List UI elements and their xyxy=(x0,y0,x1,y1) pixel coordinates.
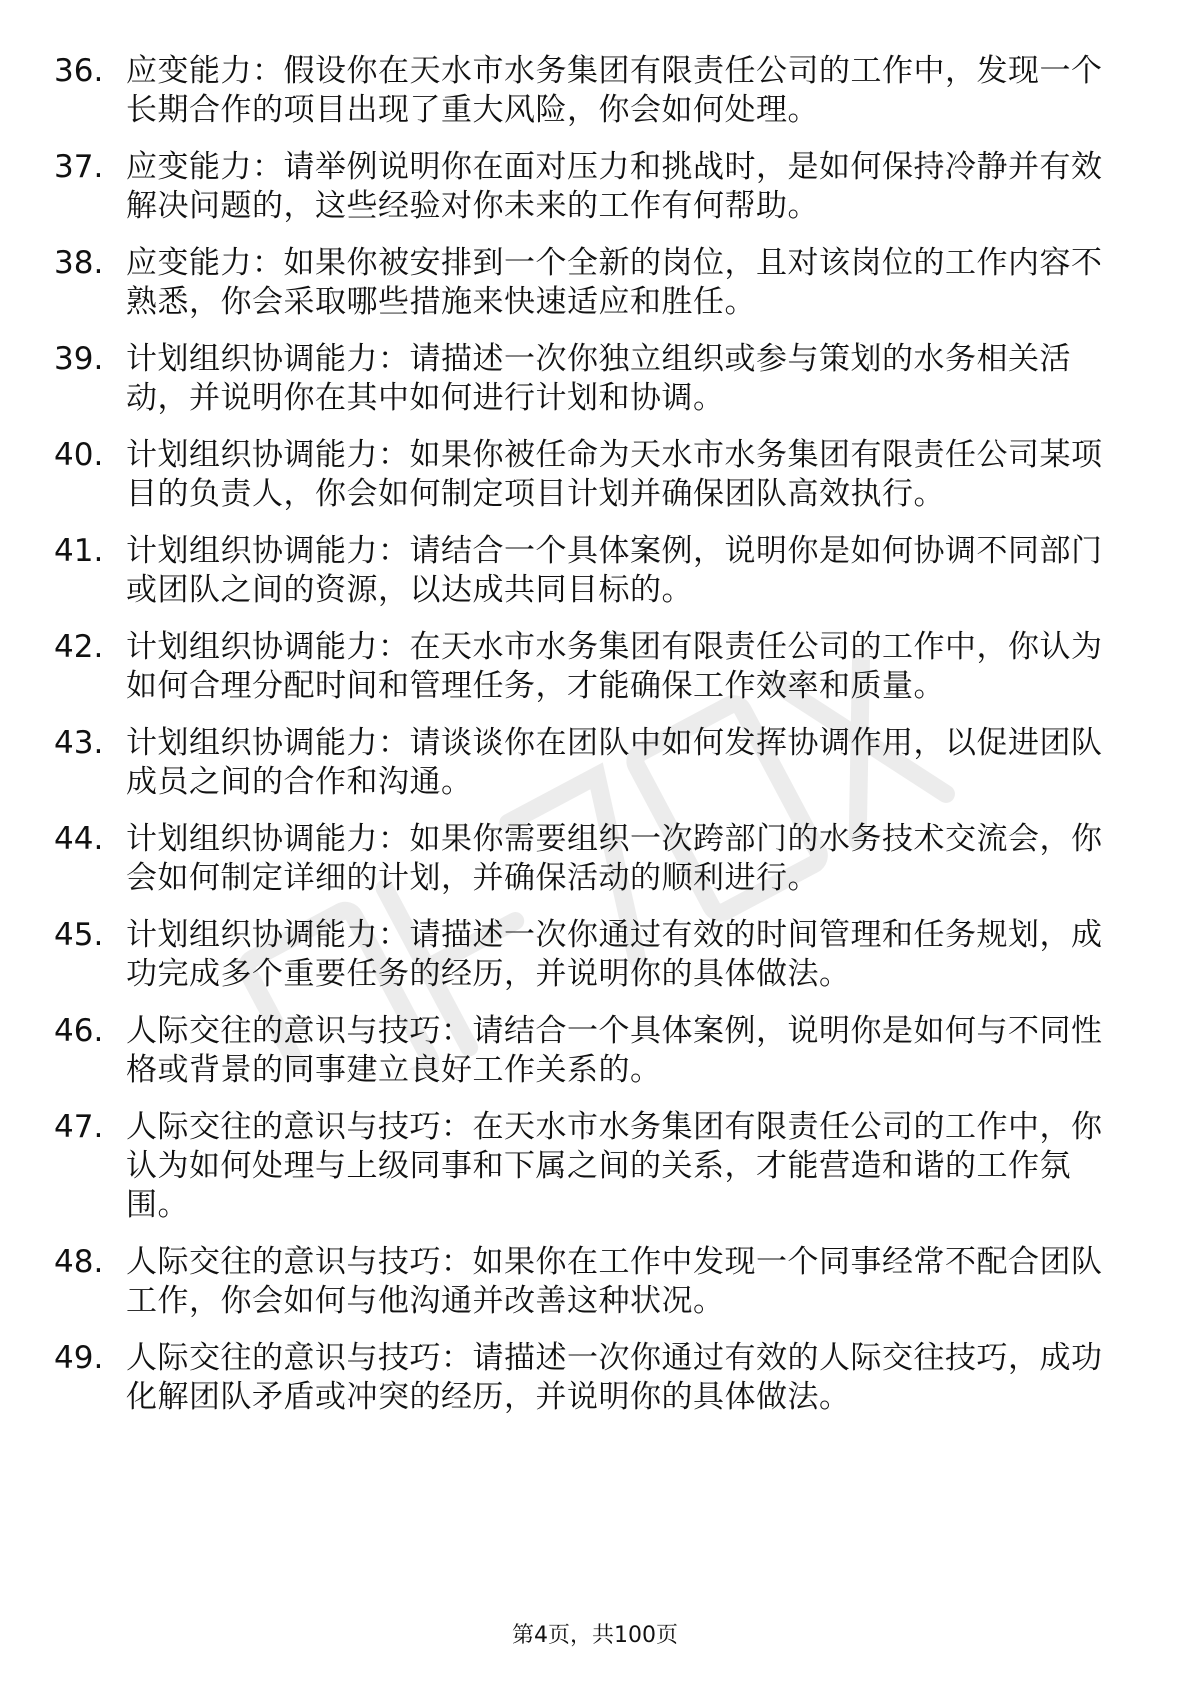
question-text: 计划组织协调能力：请描述一次你独立组织或参与策划的水务相关活动，并说明你在其中如何进行计划和协调。 xyxy=(126,341,1071,416)
question-list xyxy=(0,52,1190,1435)
question-number-label: 37. xyxy=(54,149,104,185)
question-number xyxy=(0,52,126,91)
question-number xyxy=(0,628,126,667)
question-item xyxy=(0,340,1190,418)
question-number-label: 39. xyxy=(54,341,104,377)
question-text: 计划组织协调能力：如果你被任命为天水市水务集团有限责任公司某项目的负责人，你会如何制定项目计划并确保团队高效执行。 xyxy=(126,437,1103,512)
question-number-label: 41. xyxy=(54,533,104,569)
question-number-label: 43. xyxy=(54,725,104,761)
question-text: 计划组织协调能力：请结合一个具体案例，说明你是如何协调不同部门或团队之间的资源，以达成共同目标的。 xyxy=(126,533,1103,608)
question-text: 应变能力：请举例说明你在面对压力和挑战时，是如何保持冷静并有效解决问题的，这些经验对你未来的工作有何帮助。 xyxy=(126,149,1103,224)
question-number-label: 44. xyxy=(54,821,104,857)
question-number-label: 36. xyxy=(54,53,104,89)
question-number xyxy=(0,1339,126,1378)
page-number: 第4页，共100页 xyxy=(512,1623,678,1648)
question-text: 人际交往的意识与技巧：请结合一个具体案例，说明你是如何与不同性格或背景的同事建立良好工作关系的。 xyxy=(126,1013,1103,1088)
question-item xyxy=(0,1243,1190,1321)
question-item xyxy=(0,1339,1190,1417)
question-number xyxy=(0,244,126,283)
question-text: 计划组织协调能力：请谈谈你在团队中如何发挥协调作用，以促进团队成员之间的合作和沟通。 xyxy=(126,725,1103,800)
question-number-label: 40. xyxy=(54,437,104,473)
question-number xyxy=(0,916,126,955)
question-text: 计划组织协调能力：如果你需要组织一次跨部门的水务技术交流会，你会如何制定详细的计划，并确保活动的顺利进行。 xyxy=(126,821,1103,896)
question-number-label: 47. xyxy=(54,1109,104,1145)
question-number-label: 49. xyxy=(54,1340,104,1376)
question-item xyxy=(0,724,1190,802)
question-number xyxy=(0,340,126,379)
question-item xyxy=(0,52,1190,130)
question-number-label: 38. xyxy=(54,245,104,281)
question-text: 应变能力：假设你在天水市水务集团有限责任公司的工作中，发现一个长期合作的项目出现了重大风险，你会如何处理。 xyxy=(126,53,1103,128)
question-number-label: 48. xyxy=(54,1244,104,1280)
question-number xyxy=(0,1243,126,1282)
question-text: 计划组织协调能力：在天水市水务集团有限责任公司的工作中，你认为如何合理分配时间和管理任务，才能确保工作效率和质量。 xyxy=(126,629,1103,704)
question-item xyxy=(0,628,1190,706)
question-number xyxy=(0,436,126,475)
question-item xyxy=(0,916,1190,994)
question-item xyxy=(0,1012,1190,1090)
question-number-label: 45. xyxy=(54,917,104,953)
question-item xyxy=(0,436,1190,514)
question-number xyxy=(0,1108,126,1147)
question-item xyxy=(0,820,1190,898)
question-text: 人际交往的意识与技巧：如果你在工作中发现一个同事经常不配合团队工作，你会如何与他沟通并改善这种状况。 xyxy=(126,1244,1103,1319)
question-number xyxy=(0,820,126,859)
question-number xyxy=(0,532,126,571)
question-item xyxy=(0,532,1190,610)
question-item xyxy=(0,148,1190,226)
question-text: 人际交往的意识与技巧：在天水市水务集团有限责任公司的工作中，你认为如何处理与上级同事和下属之间的关系，才能营造和谐的工作氛围。 xyxy=(126,1109,1103,1223)
question-number-label: 46. xyxy=(54,1013,104,1049)
question-item xyxy=(0,244,1190,322)
question-item xyxy=(0,1108,1190,1225)
question-text: 应变能力：如果你被安排到一个全新的岗位，且对该岗位的工作内容不熟悉，你会采取哪些措施来快速适应和胜任。 xyxy=(126,245,1103,320)
question-number xyxy=(0,724,126,763)
question-number-label: 42. xyxy=(54,629,104,665)
question-text: 人际交往的意识与技巧：请描述一次你通过有效的人际交往技巧，成功化解团队矛盾或冲突的经历，并说明你的具体做法。 xyxy=(126,1340,1103,1415)
question-text: 计划组织协调能力：请描述一次你通过有效的时间管理和任务规划，成功完成多个重要任务的经历，并说明你的具体做法。 xyxy=(126,917,1103,992)
question-number xyxy=(0,1012,126,1051)
question-number xyxy=(0,148,126,187)
